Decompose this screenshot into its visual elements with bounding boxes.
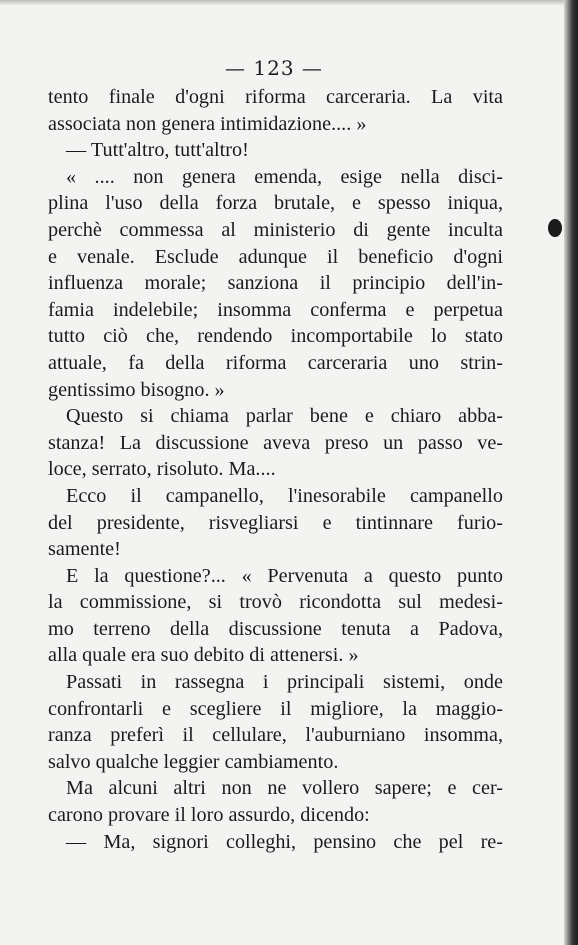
- ink-blot: [548, 219, 562, 237]
- text-line: famia indelebile; insomma conferma e perpetua: [48, 298, 503, 321]
- text-line: « .... non genera emenda, esige nella disci-: [66, 165, 503, 188]
- text-line: carono provare il loro assurdo, dicendo:: [48, 804, 370, 827]
- binding-edge: [564, 0, 578, 945]
- text-line: e venale. Esclude adunque il beneficio d'ogni: [48, 245, 503, 268]
- text-line: alla quale era suo debito di attenersi. »: [48, 644, 359, 667]
- text-line: la commissione, si trovò ricondotta sul medesi-: [48, 591, 503, 614]
- text-line: attuale, fa della riforma carceraria uno strin-: [48, 351, 503, 374]
- text-line: ranza preferì il cellulare, l'auburniano insomma,: [48, 724, 503, 747]
- text-line: stanza! La discussione aveva preso un passo ve-: [48, 431, 503, 454]
- page-number: — 123 —: [225, 56, 323, 80]
- text-line: Ecco il campanello, l'inesorabile campanello: [66, 484, 503, 507]
- text-line: confrontarli e scegliere il migliore, la maggio-: [48, 697, 503, 720]
- text-line: Ma alcuni altri non ne vollero sapere; e cer-: [66, 777, 503, 800]
- text-line: mo terreno della discussione tenuta a Padova,: [48, 617, 503, 640]
- text-line: salvo qualche leggier cambiamento.: [48, 750, 339, 773]
- text-line: E la questione?... « Pervenuta a questo punto: [66, 564, 503, 587]
- text-line: loce, serrato, risoluto. Ma....: [48, 458, 276, 481]
- text-line: Questo si chiama parlar bene e chiaro abba-: [66, 405, 503, 428]
- page-top-edge: [0, 0, 578, 6]
- text-line: influenza morale; sanziona il principio dell'in-: [48, 272, 503, 295]
- text-line: Passati in rassegna i principali sistemi, onde: [66, 671, 503, 694]
- text-line: tutto ciò che, rendendo incomportabile lo stato: [48, 325, 503, 348]
- text-line: samente!: [48, 538, 121, 561]
- text-line: plina l'uso della forza brutale, e spesso iniqua,: [48, 192, 503, 215]
- text-line: — Tutt'altro, tutt'altro!: [66, 139, 249, 162]
- text-line: tento finale d'ogni riforma carceraria. La vita: [48, 86, 503, 108]
- text-line: gentissimo bisogno. »: [48, 378, 225, 401]
- text-line: perchè commessa al ministerio di gente inculta: [48, 218, 503, 241]
- body-text: [48, 84, 503, 855]
- text-line: — Ma, signori colleghi, pensino che pel re-: [66, 830, 503, 853]
- text-line: associata non genera intimidazione.... »: [48, 112, 367, 135]
- text-line: del presidente, risvegliarsi e tintinnare furio-: [48, 511, 503, 534]
